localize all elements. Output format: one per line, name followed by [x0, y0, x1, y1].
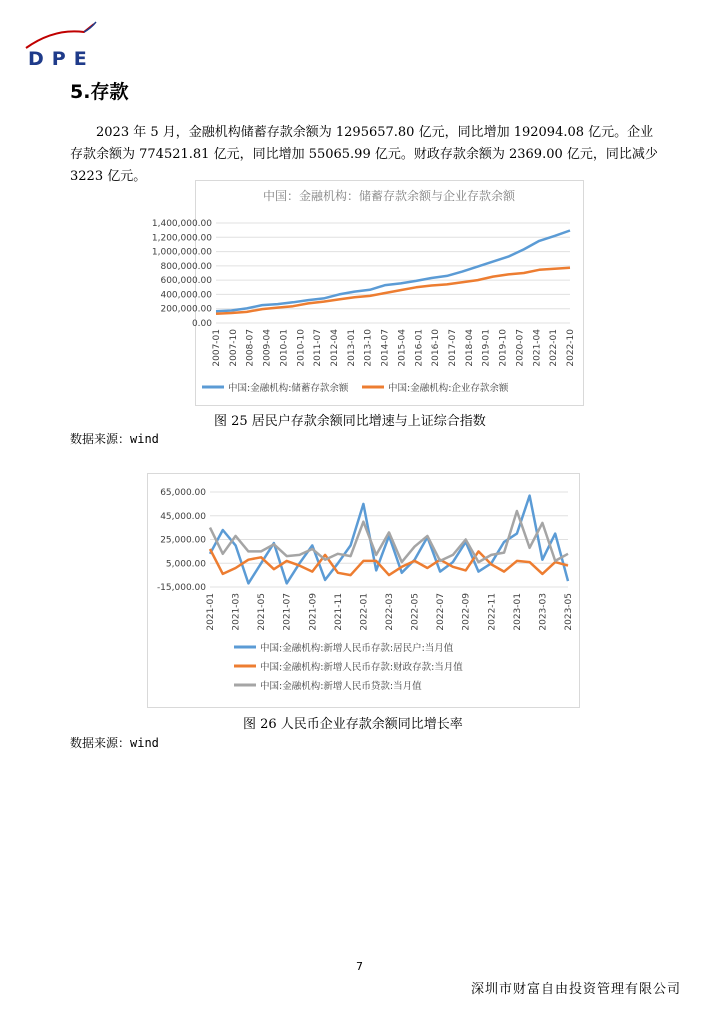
series-line-1	[216, 231, 570, 312]
y-tick-label: 1,200,000.00	[151, 233, 212, 244]
page-number: 7	[356, 960, 363, 973]
x-tick-label: 2021-01	[206, 593, 216, 631]
x-tick-label: 2013-01	[346, 329, 357, 367]
x-tick-label: 2021-03	[231, 593, 242, 631]
x-tick-label: 2010-10	[296, 329, 307, 367]
x-tick-label: 2021-07	[282, 593, 293, 631]
x-tick-label: 2016-01	[414, 329, 425, 367]
x-tick-label: 2019-10	[498, 329, 509, 367]
legend-label: 中国:金融机构:新增人民币存款:居民户:当月值	[260, 643, 454, 654]
y-tick-label: 0.00	[191, 319, 212, 329]
chart-new-deposits-loans	[147, 473, 580, 708]
series-line-2	[216, 268, 570, 314]
x-tick-label: 2012-04	[330, 329, 340, 367]
x-tick-label: 2022-01	[549, 329, 560, 367]
x-tick-label: 2022-07	[436, 593, 447, 631]
x-tick-label: 2009-04	[262, 329, 273, 367]
company-logo	[24, 20, 104, 70]
x-tick-label: 2021-05	[257, 593, 268, 631]
x-tick-label: 2019-01	[481, 329, 492, 367]
x-tick-label: 2018-04	[464, 329, 475, 367]
chart1-svg	[151, 181, 583, 405]
y-tick-label: 5,000.00	[165, 559, 206, 570]
y-tick-label: 1,400,000.00	[151, 219, 212, 229]
y-tick-label: 800,000.00	[160, 261, 212, 272]
logo-swoosh-icon	[24, 20, 104, 50]
y-tick-label: 600,000.00	[160, 276, 212, 287]
figure2-source: 数据来源：wind	[70, 736, 159, 750]
y-tick-label: 200,000.00	[160, 304, 212, 315]
x-tick-label: 2007-10	[228, 329, 239, 367]
x-tick-label: 2022-03	[385, 593, 395, 631]
x-tick-label: 2020-07	[515, 329, 526, 367]
chart-savings-corporate-deposits	[151, 180, 584, 406]
x-tick-label: 2022-09	[461, 593, 472, 631]
legend-label: 中国:金融机构:新增人民币贷款:当月值	[260, 681, 422, 692]
chart2-svg	[148, 474, 579, 707]
x-tick-label: 2023-01	[512, 593, 523, 631]
figure1-source: 数据来源：wind	[70, 432, 159, 446]
logo-text: DPE	[28, 48, 95, 70]
series-line-2	[210, 549, 568, 575]
chart-title: 中国：金融机构：储蓄存款余额与企业存款余额	[262, 189, 516, 203]
footer-company: 深圳市财富自由投资管理有限公司	[471, 982, 682, 997]
x-tick-label: 2015-04	[397, 329, 408, 367]
x-tick-label: 2021-09	[308, 593, 319, 631]
body-paragraph	[70, 122, 660, 188]
figure1-caption: 图 25 居民户存款余额同比增速与上证综合指数	[214, 414, 486, 429]
x-tick-label: 2022-10	[566, 329, 576, 367]
x-tick-label: 2011-07	[313, 329, 324, 367]
legend-label: 中国:金融机构:储蓄存款余额	[228, 383, 349, 394]
y-tick-label: 65,000.00	[160, 488, 206, 498]
x-tick-label: 2022-05	[410, 593, 421, 631]
x-tick-label: 2023-03	[538, 593, 549, 631]
legend-label: 中国:金融机构:企业存款余额	[388, 383, 509, 394]
x-tick-label: 2023-05	[564, 593, 574, 631]
x-tick-label: 2017-07	[448, 329, 458, 367]
legend-label: 中国:金融机构:新增人民币存款:财政存款:当月值	[260, 662, 463, 673]
x-tick-label: 2014-07	[380, 329, 391, 367]
x-tick-label: 2013-10	[363, 329, 374, 367]
x-tick-label: 2021-04	[532, 329, 543, 367]
x-tick-label: 2022-11	[487, 593, 498, 631]
section-heading: 5.存款	[70, 81, 129, 103]
y-tick-label: -15,000.00	[156, 583, 206, 593]
y-tick-label: 25,000.00	[160, 535, 206, 546]
paragraph-text: 2023 年 5 月，金融机构储蓄存款余额为 1295657.80 亿元，同比增加 192094.08 亿元。企业存款余额为 774521.81 亿元，同比增加 55065.99 亿元。财政存款余额为 2369.00 亿元，同比减少 3223 亿元。	[70, 125, 658, 184]
x-tick-label: 2022-01	[359, 593, 370, 631]
x-tick-label: 2010-01	[279, 329, 290, 367]
y-tick-label: 45,000.00	[160, 511, 206, 522]
y-tick-label: 400,000.00	[160, 290, 212, 301]
x-tick-label: 2007-01	[212, 329, 222, 367]
x-tick-label: 2016-10	[431, 329, 442, 367]
figure2-caption: 图 26 人民币企业存款余额同比增长率	[243, 717, 463, 732]
y-tick-label: 1,000,000.00	[151, 247, 212, 258]
x-tick-label: 2008-07	[245, 329, 256, 367]
x-tick-label: 2021-11	[333, 593, 344, 631]
